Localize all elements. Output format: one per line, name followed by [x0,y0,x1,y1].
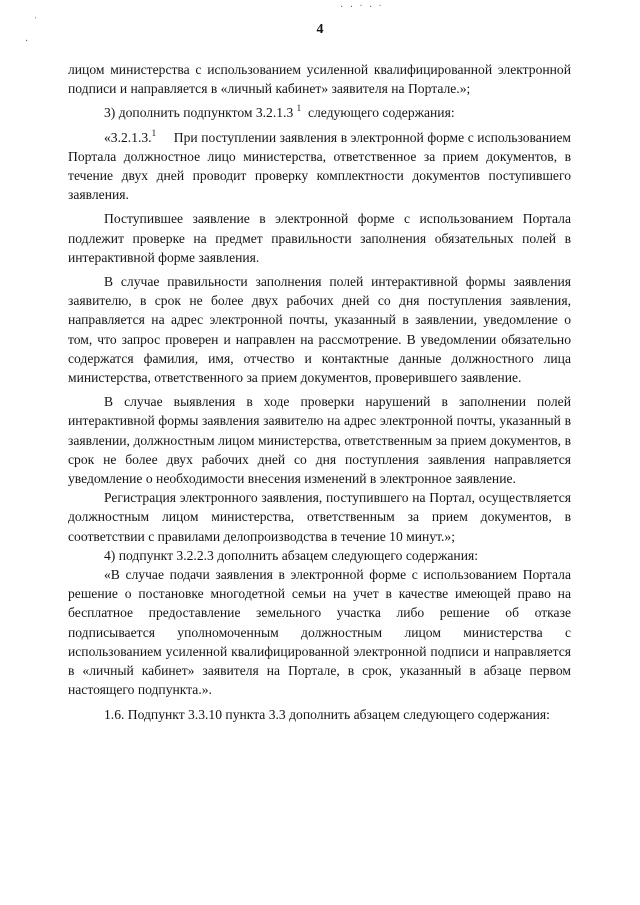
scan-artifact-mark: ˈ [34,16,38,27]
paragraph: «В случае подачи заявления в электронной форме с использованием Портала решение о постановке многодетной семьи на учет в качестве имеющей право на бесплатное предоставление земельного участка либо решение об отказе подписывается уполномоченным должностным лицом министерства с использованием усиленной квалифицированной электронной подписи и направляется в «личный кабинет» заявителя на Портале, в срок, указанный в абзаце первом настоящего подпункта.». [68,567,571,698]
paragraph: Регистрация электронного заявления, поступившего на Портал, осуществляется должностным лицом министерства, ответственным за прием документов, в соответствии с правилами делопроизводства в течение 10 минут.»; [68,490,571,544]
paragraph: В случае выявления в ходе проверки нарушений в заполнении полей интерактивной формы заявления заявителю на адрес электронной почты, указанный в заявлении, должностным лицом министерства, ответственным за прием документов, в срок не более двух рабочих дней со дня поступления заявления направляется уведомление о необходимости внесения изменений в электронное заявление. [68,394,571,487]
paragraph: В случае правильности заполнения полей интерактивной формы заявления заявителю, в срок не более двух рабочих дней со дня поступления заявления, направляется на адрес электронной почты, указанный в заявлении, уведомление о том, что запрос проверен и направлен на рассмотрение. В уведомлении обязательно содержатся фамилия, имя, отчество и контактные данные должностного лица министерства, ответственного за прием документов, проверившего заявление. [68,274,571,386]
paragraph: 4) подпункт 3.2.2.3 дополнить абзацем следующего содержания: [104,547,479,563]
scan-artifact-mark: · · ˑ · ˑ [340,2,384,13]
paragraph-text-suffix: следующего содержания: [307,105,455,121]
paragraph [68,103,571,122]
paragraph [68,128,571,205]
scan-artifact-mark: · [25,36,29,47]
paragraph: Поступившее заявление в электронной форме с использованием Портала подлежит проверке на предмет правильности заполнения обязательных полей в интерактивной форме заявления. [68,211,571,265]
paragraph: лицом министерства с использованием усиленной квалифицированной электронной подписи и направляется в «личный кабинет» заявителя на Портале.»; [68,62,571,97]
paragraph-text: 3) дополнить подпунктом 3.2.1.3 [104,105,294,121]
document-body [68,60,571,724]
page-number: 4 [316,22,324,37]
superscript: 1 [296,103,302,114]
superscript: 1 [151,127,157,138]
paragraph-text: При поступлении заявления в электронной форме с использованием Портала должностное лицо министерства, ответственное за прием документов, в течение двух дней проводит проверку комплектности документов поступившего заявления. [68,129,571,203]
subclause-number: «3.2.1.3. [104,129,152,145]
paragraph: 1.6. Подпункт 3.3.10 пункта 3.3 дополнить абзацем следующего содержания: [104,706,550,722]
